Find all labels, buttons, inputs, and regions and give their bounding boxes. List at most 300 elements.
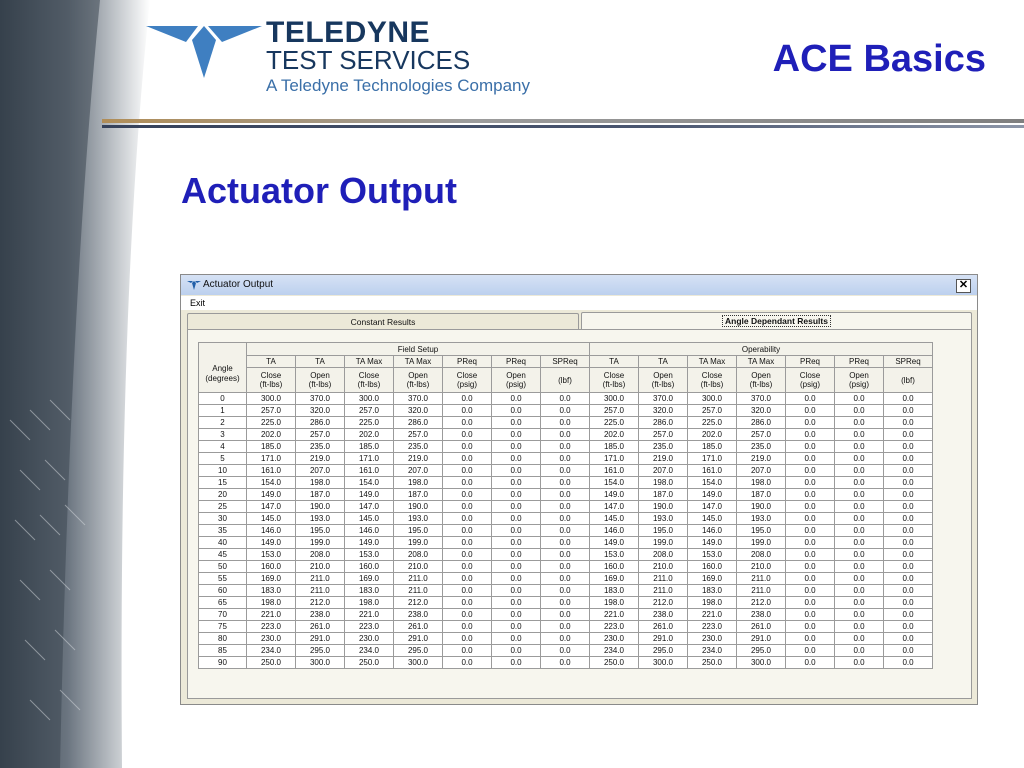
value-cell[interactable]: 0.0	[835, 429, 884, 441]
angle-cell[interactable]: 15	[199, 477, 247, 489]
value-cell[interactable]: 161.0	[688, 465, 737, 477]
value-cell[interactable]: 0.0	[492, 501, 541, 513]
angle-cell[interactable]: 35	[199, 525, 247, 537]
value-cell[interactable]: 208.0	[737, 549, 786, 561]
value-cell[interactable]: 190.0	[296, 501, 345, 513]
value-cell[interactable]: 0.0	[541, 429, 590, 441]
value-cell[interactable]: 0.0	[786, 657, 835, 669]
value-cell[interactable]: 0.0	[492, 525, 541, 537]
tab-constant-results[interactable]	[187, 313, 579, 329]
value-cell[interactable]: 202.0	[688, 429, 737, 441]
value-cell[interactable]: 234.0	[345, 645, 394, 657]
value-cell[interactable]: 0.0	[786, 645, 835, 657]
value-cell[interactable]: 161.0	[590, 465, 639, 477]
value-cell[interactable]: 223.0	[688, 621, 737, 633]
value-cell[interactable]: 207.0	[394, 465, 443, 477]
value-cell[interactable]: 0.0	[786, 489, 835, 501]
value-cell[interactable]: 0.0	[443, 453, 492, 465]
value-cell[interactable]: 223.0	[247, 621, 296, 633]
value-cell[interactable]: 230.0	[688, 633, 737, 645]
value-cell[interactable]: 195.0	[296, 525, 345, 537]
value-cell[interactable]: 0.0	[884, 417, 933, 429]
value-cell[interactable]: 199.0	[296, 537, 345, 549]
value-cell[interactable]: 0.0	[443, 537, 492, 549]
value-cell[interactable]: 230.0	[345, 633, 394, 645]
value-cell[interactable]: 0.0	[835, 549, 884, 561]
value-cell[interactable]: 149.0	[688, 489, 737, 501]
value-cell[interactable]: 370.0	[296, 393, 345, 405]
value-cell[interactable]: 0.0	[835, 489, 884, 501]
value-cell[interactable]: 0.0	[884, 561, 933, 573]
value-cell[interactable]: 235.0	[639, 441, 688, 453]
value-cell[interactable]: 295.0	[639, 645, 688, 657]
value-cell[interactable]: 300.0	[639, 657, 688, 669]
value-cell[interactable]: 0.0	[492, 465, 541, 477]
value-cell[interactable]: 0.0	[884, 573, 933, 585]
value-cell[interactable]: 0.0	[443, 441, 492, 453]
value-cell[interactable]: 320.0	[639, 405, 688, 417]
value-cell[interactable]: 208.0	[296, 549, 345, 561]
value-cell[interactable]: 230.0	[590, 633, 639, 645]
value-cell[interactable]: 0.0	[443, 609, 492, 621]
value-cell[interactable]: 0.0	[492, 645, 541, 657]
value-cell[interactable]: 219.0	[737, 453, 786, 465]
value-cell[interactable]: 0.0	[541, 489, 590, 501]
value-cell[interactable]: 211.0	[639, 573, 688, 585]
value-cell[interactable]: 160.0	[345, 561, 394, 573]
value-cell[interactable]: 0.0	[541, 609, 590, 621]
value-cell[interactable]: 0.0	[786, 393, 835, 405]
value-cell[interactable]: 185.0	[247, 441, 296, 453]
value-cell[interactable]: 183.0	[247, 585, 296, 597]
value-cell[interactable]: 190.0	[394, 501, 443, 513]
value-cell[interactable]: 221.0	[345, 609, 394, 621]
value-cell[interactable]: 0.0	[541, 537, 590, 549]
value-cell[interactable]: 257.0	[688, 405, 737, 417]
angle-cell[interactable]: 25	[199, 501, 247, 513]
value-cell[interactable]: 0.0	[786, 549, 835, 561]
angle-cell[interactable]: 45	[199, 549, 247, 561]
value-cell[interactable]: 0.0	[492, 585, 541, 597]
value-cell[interactable]: 145.0	[345, 513, 394, 525]
value-cell[interactable]: 0.0	[541, 621, 590, 633]
value-cell[interactable]: 198.0	[296, 477, 345, 489]
value-cell[interactable]: 225.0	[247, 417, 296, 429]
value-cell[interactable]: 234.0	[247, 645, 296, 657]
value-cell[interactable]: 0.0	[443, 633, 492, 645]
value-cell[interactable]: 0.0	[492, 549, 541, 561]
value-cell[interactable]: 234.0	[590, 645, 639, 657]
angle-cell[interactable]: 65	[199, 597, 247, 609]
value-cell[interactable]: 195.0	[737, 525, 786, 537]
value-cell[interactable]: 149.0	[688, 537, 737, 549]
value-cell[interactable]: 0.0	[786, 501, 835, 513]
value-cell[interactable]: 0.0	[492, 477, 541, 489]
value-cell[interactable]: 0.0	[786, 525, 835, 537]
value-cell[interactable]: 198.0	[590, 597, 639, 609]
value-cell[interactable]: 225.0	[590, 417, 639, 429]
value-cell[interactable]: 295.0	[296, 645, 345, 657]
value-cell[interactable]: 0.0	[835, 561, 884, 573]
value-cell[interactable]: 0.0	[443, 513, 492, 525]
value-cell[interactable]: 145.0	[688, 513, 737, 525]
value-cell[interactable]: 0.0	[443, 393, 492, 405]
value-cell[interactable]: 198.0	[688, 597, 737, 609]
value-cell[interactable]: 0.0	[541, 549, 590, 561]
value-cell[interactable]: 221.0	[688, 609, 737, 621]
value-cell[interactable]: 0.0	[443, 621, 492, 633]
value-cell[interactable]: 199.0	[639, 537, 688, 549]
value-cell[interactable]: 291.0	[394, 633, 443, 645]
value-cell[interactable]: 250.0	[345, 657, 394, 669]
value-cell[interactable]: 149.0	[247, 537, 296, 549]
value-cell[interactable]: 212.0	[737, 597, 786, 609]
value-cell[interactable]: 0.0	[541, 393, 590, 405]
value-cell[interactable]: 0.0	[884, 465, 933, 477]
value-cell[interactable]: 195.0	[639, 525, 688, 537]
value-cell[interactable]: 0.0	[835, 573, 884, 585]
value-cell[interactable]: 183.0	[590, 585, 639, 597]
value-cell[interactable]: 0.0	[835, 441, 884, 453]
value-cell[interactable]: 0.0	[492, 393, 541, 405]
value-cell[interactable]: 0.0	[492, 429, 541, 441]
value-cell[interactable]: 0.0	[443, 573, 492, 585]
value-cell[interactable]: 257.0	[639, 429, 688, 441]
angle-cell[interactable]: 2	[199, 417, 247, 429]
value-cell[interactable]: 146.0	[247, 525, 296, 537]
value-cell[interactable]: 0.0	[884, 657, 933, 669]
value-cell[interactable]: 250.0	[247, 657, 296, 669]
value-cell[interactable]: 250.0	[590, 657, 639, 669]
value-cell[interactable]: 171.0	[590, 453, 639, 465]
value-cell[interactable]: 193.0	[296, 513, 345, 525]
value-cell[interactable]: 171.0	[247, 453, 296, 465]
value-cell[interactable]: 0.0	[884, 501, 933, 513]
value-cell[interactable]: 169.0	[688, 573, 737, 585]
value-cell[interactable]: 295.0	[394, 645, 443, 657]
value-cell[interactable]: 210.0	[737, 561, 786, 573]
value-cell[interactable]: 0.0	[443, 477, 492, 489]
angle-cell[interactable]: 85	[199, 645, 247, 657]
angle-cell[interactable]: 0	[199, 393, 247, 405]
value-cell[interactable]: 0.0	[786, 609, 835, 621]
value-cell[interactable]: 149.0	[345, 489, 394, 501]
value-cell[interactable]: 0.0	[786, 453, 835, 465]
value-cell[interactable]: 160.0	[688, 561, 737, 573]
value-cell[interactable]: 261.0	[394, 621, 443, 633]
value-cell[interactable]: 221.0	[247, 609, 296, 621]
value-cell[interactable]: 0.0	[884, 597, 933, 609]
value-cell[interactable]: 295.0	[737, 645, 786, 657]
value-cell[interactable]: 0.0	[443, 525, 492, 537]
angle-cell[interactable]: 80	[199, 633, 247, 645]
value-cell[interactable]: 198.0	[394, 477, 443, 489]
value-cell[interactable]: 171.0	[688, 453, 737, 465]
value-cell[interactable]: 0.0	[443, 405, 492, 417]
value-cell[interactable]: 211.0	[394, 585, 443, 597]
value-cell[interactable]: 291.0	[296, 633, 345, 645]
value-cell[interactable]: 235.0	[394, 441, 443, 453]
value-cell[interactable]: 0.0	[786, 465, 835, 477]
value-cell[interactable]: 0.0	[835, 501, 884, 513]
value-cell[interactable]: 0.0	[492, 609, 541, 621]
value-cell[interactable]: 208.0	[394, 549, 443, 561]
value-cell[interactable]: 225.0	[688, 417, 737, 429]
value-cell[interactable]: 250.0	[688, 657, 737, 669]
angle-cell[interactable]: 55	[199, 573, 247, 585]
value-cell[interactable]: 0.0	[786, 633, 835, 645]
value-cell[interactable]: 0.0	[786, 417, 835, 429]
value-cell[interactable]: 0.0	[835, 609, 884, 621]
value-cell[interactable]: 0.0	[541, 525, 590, 537]
value-cell[interactable]: 286.0	[394, 417, 443, 429]
value-cell[interactable]: 0.0	[835, 405, 884, 417]
value-cell[interactable]: 211.0	[296, 573, 345, 585]
value-cell[interactable]: 257.0	[737, 429, 786, 441]
value-cell[interactable]: 230.0	[247, 633, 296, 645]
value-cell[interactable]: 0.0	[786, 585, 835, 597]
value-cell[interactable]: 234.0	[688, 645, 737, 657]
value-cell[interactable]: 154.0	[590, 477, 639, 489]
value-cell[interactable]: 0.0	[492, 441, 541, 453]
angle-cell[interactable]: 30	[199, 513, 247, 525]
angle-cell[interactable]: 40	[199, 537, 247, 549]
value-cell[interactable]: 0.0	[492, 561, 541, 573]
value-cell[interactable]: 221.0	[590, 609, 639, 621]
value-cell[interactable]: 185.0	[688, 441, 737, 453]
value-cell[interactable]: 286.0	[296, 417, 345, 429]
value-cell[interactable]: 185.0	[590, 441, 639, 453]
value-cell[interactable]: 183.0	[345, 585, 394, 597]
value-cell[interactable]: 0.0	[492, 633, 541, 645]
value-cell[interactable]: 147.0	[590, 501, 639, 513]
value-cell[interactable]: 169.0	[590, 573, 639, 585]
value-cell[interactable]: 0.0	[884, 537, 933, 549]
value-cell[interactable]: 257.0	[247, 405, 296, 417]
value-cell[interactable]: 193.0	[737, 513, 786, 525]
value-cell[interactable]: 153.0	[247, 549, 296, 561]
value-cell[interactable]: 0.0	[492, 537, 541, 549]
value-cell[interactable]: 261.0	[737, 621, 786, 633]
value-cell[interactable]: 161.0	[247, 465, 296, 477]
value-cell[interactable]: 257.0	[590, 405, 639, 417]
value-cell[interactable]: 0.0	[884, 585, 933, 597]
value-cell[interactable]: 0.0	[884, 405, 933, 417]
angle-cell[interactable]: 20	[199, 489, 247, 501]
value-cell[interactable]: 235.0	[296, 441, 345, 453]
value-cell[interactable]: 0.0	[541, 585, 590, 597]
value-cell[interactable]: 0.0	[541, 597, 590, 609]
value-cell[interactable]: 370.0	[737, 393, 786, 405]
value-cell[interactable]: 154.0	[345, 477, 394, 489]
value-cell[interactable]: 291.0	[639, 633, 688, 645]
value-cell[interactable]: 187.0	[639, 489, 688, 501]
value-cell[interactable]: 0.0	[884, 549, 933, 561]
value-cell[interactable]: 211.0	[737, 585, 786, 597]
value-cell[interactable]: 0.0	[541, 405, 590, 417]
angle-cell[interactable]: 5	[199, 453, 247, 465]
value-cell[interactable]: 0.0	[492, 573, 541, 585]
value-cell[interactable]: 257.0	[394, 429, 443, 441]
value-cell[interactable]: 257.0	[296, 429, 345, 441]
value-cell[interactable]: 219.0	[296, 453, 345, 465]
value-cell[interactable]: 193.0	[639, 513, 688, 525]
value-cell[interactable]: 223.0	[345, 621, 394, 633]
value-cell[interactable]: 300.0	[296, 657, 345, 669]
value-cell[interactable]: 0.0	[443, 429, 492, 441]
value-cell[interactable]: 161.0	[345, 465, 394, 477]
value-cell[interactable]: 261.0	[639, 621, 688, 633]
value-cell[interactable]: 183.0	[688, 585, 737, 597]
value-cell[interactable]: 0.0	[541, 417, 590, 429]
value-cell[interactable]: 211.0	[394, 573, 443, 585]
value-cell[interactable]: 0.0	[884, 525, 933, 537]
value-cell[interactable]: 0.0	[835, 585, 884, 597]
value-cell[interactable]: 147.0	[345, 501, 394, 513]
value-cell[interactable]: 198.0	[345, 597, 394, 609]
value-cell[interactable]: 0.0	[884, 513, 933, 525]
value-cell[interactable]: 149.0	[247, 489, 296, 501]
angle-cell[interactable]: 90	[199, 657, 247, 669]
value-cell[interactable]: 146.0	[345, 525, 394, 537]
value-cell[interactable]: 212.0	[639, 597, 688, 609]
value-cell[interactable]: 0.0	[443, 597, 492, 609]
value-cell[interactable]: 0.0	[884, 453, 933, 465]
value-cell[interactable]: 238.0	[639, 609, 688, 621]
value-cell[interactable]: 0.0	[835, 393, 884, 405]
value-cell[interactable]: 0.0	[541, 573, 590, 585]
value-cell[interactable]: 160.0	[590, 561, 639, 573]
value-cell[interactable]: 0.0	[884, 429, 933, 441]
value-cell[interactable]: 0.0	[884, 645, 933, 657]
value-cell[interactable]: 0.0	[786, 513, 835, 525]
angle-cell[interactable]: 1	[199, 405, 247, 417]
value-cell[interactable]: 0.0	[443, 561, 492, 573]
value-cell[interactable]: 211.0	[296, 585, 345, 597]
value-cell[interactable]: 207.0	[639, 465, 688, 477]
value-cell[interactable]: 0.0	[786, 477, 835, 489]
value-cell[interactable]: 0.0	[786, 429, 835, 441]
value-cell[interactable]: 320.0	[394, 405, 443, 417]
close-icon[interactable]: ✕	[956, 279, 971, 293]
value-cell[interactable]: 0.0	[541, 657, 590, 669]
value-cell[interactable]: 190.0	[639, 501, 688, 513]
value-cell[interactable]: 0.0	[541, 501, 590, 513]
value-cell[interactable]: 0.0	[835, 477, 884, 489]
angle-cell[interactable]: 75	[199, 621, 247, 633]
value-cell[interactable]: 300.0	[394, 657, 443, 669]
value-cell[interactable]: 0.0	[786, 561, 835, 573]
value-cell[interactable]: 202.0	[590, 429, 639, 441]
value-cell[interactable]: 0.0	[835, 417, 884, 429]
tab-angle-dependant-results[interactable]	[581, 312, 972, 330]
value-cell[interactable]: 225.0	[345, 417, 394, 429]
value-cell[interactable]: 0.0	[492, 621, 541, 633]
value-cell[interactable]: 146.0	[688, 525, 737, 537]
value-cell[interactable]: 199.0	[394, 537, 443, 549]
value-cell[interactable]: 211.0	[639, 585, 688, 597]
value-cell[interactable]: 190.0	[737, 501, 786, 513]
angle-cell[interactable]: 10	[199, 465, 247, 477]
value-cell[interactable]: 160.0	[247, 561, 296, 573]
value-cell[interactable]: 0.0	[492, 657, 541, 669]
value-cell[interactable]: 199.0	[737, 537, 786, 549]
value-cell[interactable]: 0.0	[541, 453, 590, 465]
value-cell[interactable]: 0.0	[835, 525, 884, 537]
value-cell[interactable]: 238.0	[394, 609, 443, 621]
value-cell[interactable]: 219.0	[639, 453, 688, 465]
value-cell[interactable]: 223.0	[590, 621, 639, 633]
value-cell[interactable]: 0.0	[835, 453, 884, 465]
value-cell[interactable]: 300.0	[590, 393, 639, 405]
value-cell[interactable]: 0.0	[835, 513, 884, 525]
value-cell[interactable]: 153.0	[345, 549, 394, 561]
value-cell[interactable]: 0.0	[786, 441, 835, 453]
value-cell[interactable]: 0.0	[786, 537, 835, 549]
value-cell[interactable]: 185.0	[345, 441, 394, 453]
menu-item-exit[interactable]: Exit	[190, 298, 206, 308]
value-cell[interactable]: 207.0	[296, 465, 345, 477]
value-cell[interactable]: 0.0	[492, 513, 541, 525]
value-cell[interactable]: 286.0	[737, 417, 786, 429]
value-cell[interactable]: 261.0	[296, 621, 345, 633]
value-cell[interactable]: 0.0	[835, 633, 884, 645]
value-cell[interactable]: 169.0	[247, 573, 296, 585]
value-cell[interactable]: 149.0	[590, 537, 639, 549]
value-cell[interactable]: 0.0	[835, 537, 884, 549]
value-cell[interactable]: 0.0	[835, 465, 884, 477]
value-cell[interactable]: 0.0	[835, 597, 884, 609]
value-cell[interactable]: 195.0	[394, 525, 443, 537]
value-cell[interactable]: 153.0	[590, 549, 639, 561]
value-cell[interactable]: 0.0	[492, 489, 541, 501]
value-cell[interactable]: 320.0	[296, 405, 345, 417]
value-cell[interactable]: 149.0	[345, 537, 394, 549]
value-cell[interactable]: 193.0	[394, 513, 443, 525]
value-cell[interactable]: 207.0	[737, 465, 786, 477]
value-cell[interactable]: 171.0	[345, 453, 394, 465]
value-cell[interactable]: 198.0	[639, 477, 688, 489]
value-cell[interactable]: 0.0	[443, 657, 492, 669]
angle-cell[interactable]: 4	[199, 441, 247, 453]
value-cell[interactable]: 145.0	[247, 513, 296, 525]
value-cell[interactable]: 202.0	[247, 429, 296, 441]
value-cell[interactable]: 211.0	[737, 573, 786, 585]
value-cell[interactable]: 0.0	[541, 561, 590, 573]
value-cell[interactable]: 235.0	[737, 441, 786, 453]
value-cell[interactable]: 370.0	[639, 393, 688, 405]
value-cell[interactable]: 0.0	[835, 621, 884, 633]
value-cell[interactable]: 153.0	[688, 549, 737, 561]
value-cell[interactable]: 0.0	[443, 465, 492, 477]
value-cell[interactable]: 187.0	[737, 489, 786, 501]
value-cell[interactable]: 146.0	[590, 525, 639, 537]
value-cell[interactable]: 0.0	[443, 585, 492, 597]
value-cell[interactable]: 300.0	[737, 657, 786, 669]
value-cell[interactable]: 0.0	[541, 465, 590, 477]
value-cell[interactable]: 169.0	[345, 573, 394, 585]
value-cell[interactable]: 210.0	[394, 561, 443, 573]
value-cell[interactable]: 0.0	[884, 441, 933, 453]
value-cell[interactable]: 0.0	[835, 645, 884, 657]
value-cell[interactable]: 198.0	[737, 477, 786, 489]
value-cell[interactable]: 210.0	[296, 561, 345, 573]
value-cell[interactable]: 0.0	[884, 489, 933, 501]
value-cell[interactable]: 147.0	[247, 501, 296, 513]
value-cell[interactable]: 300.0	[247, 393, 296, 405]
value-cell[interactable]: 212.0	[394, 597, 443, 609]
value-cell[interactable]: 286.0	[639, 417, 688, 429]
